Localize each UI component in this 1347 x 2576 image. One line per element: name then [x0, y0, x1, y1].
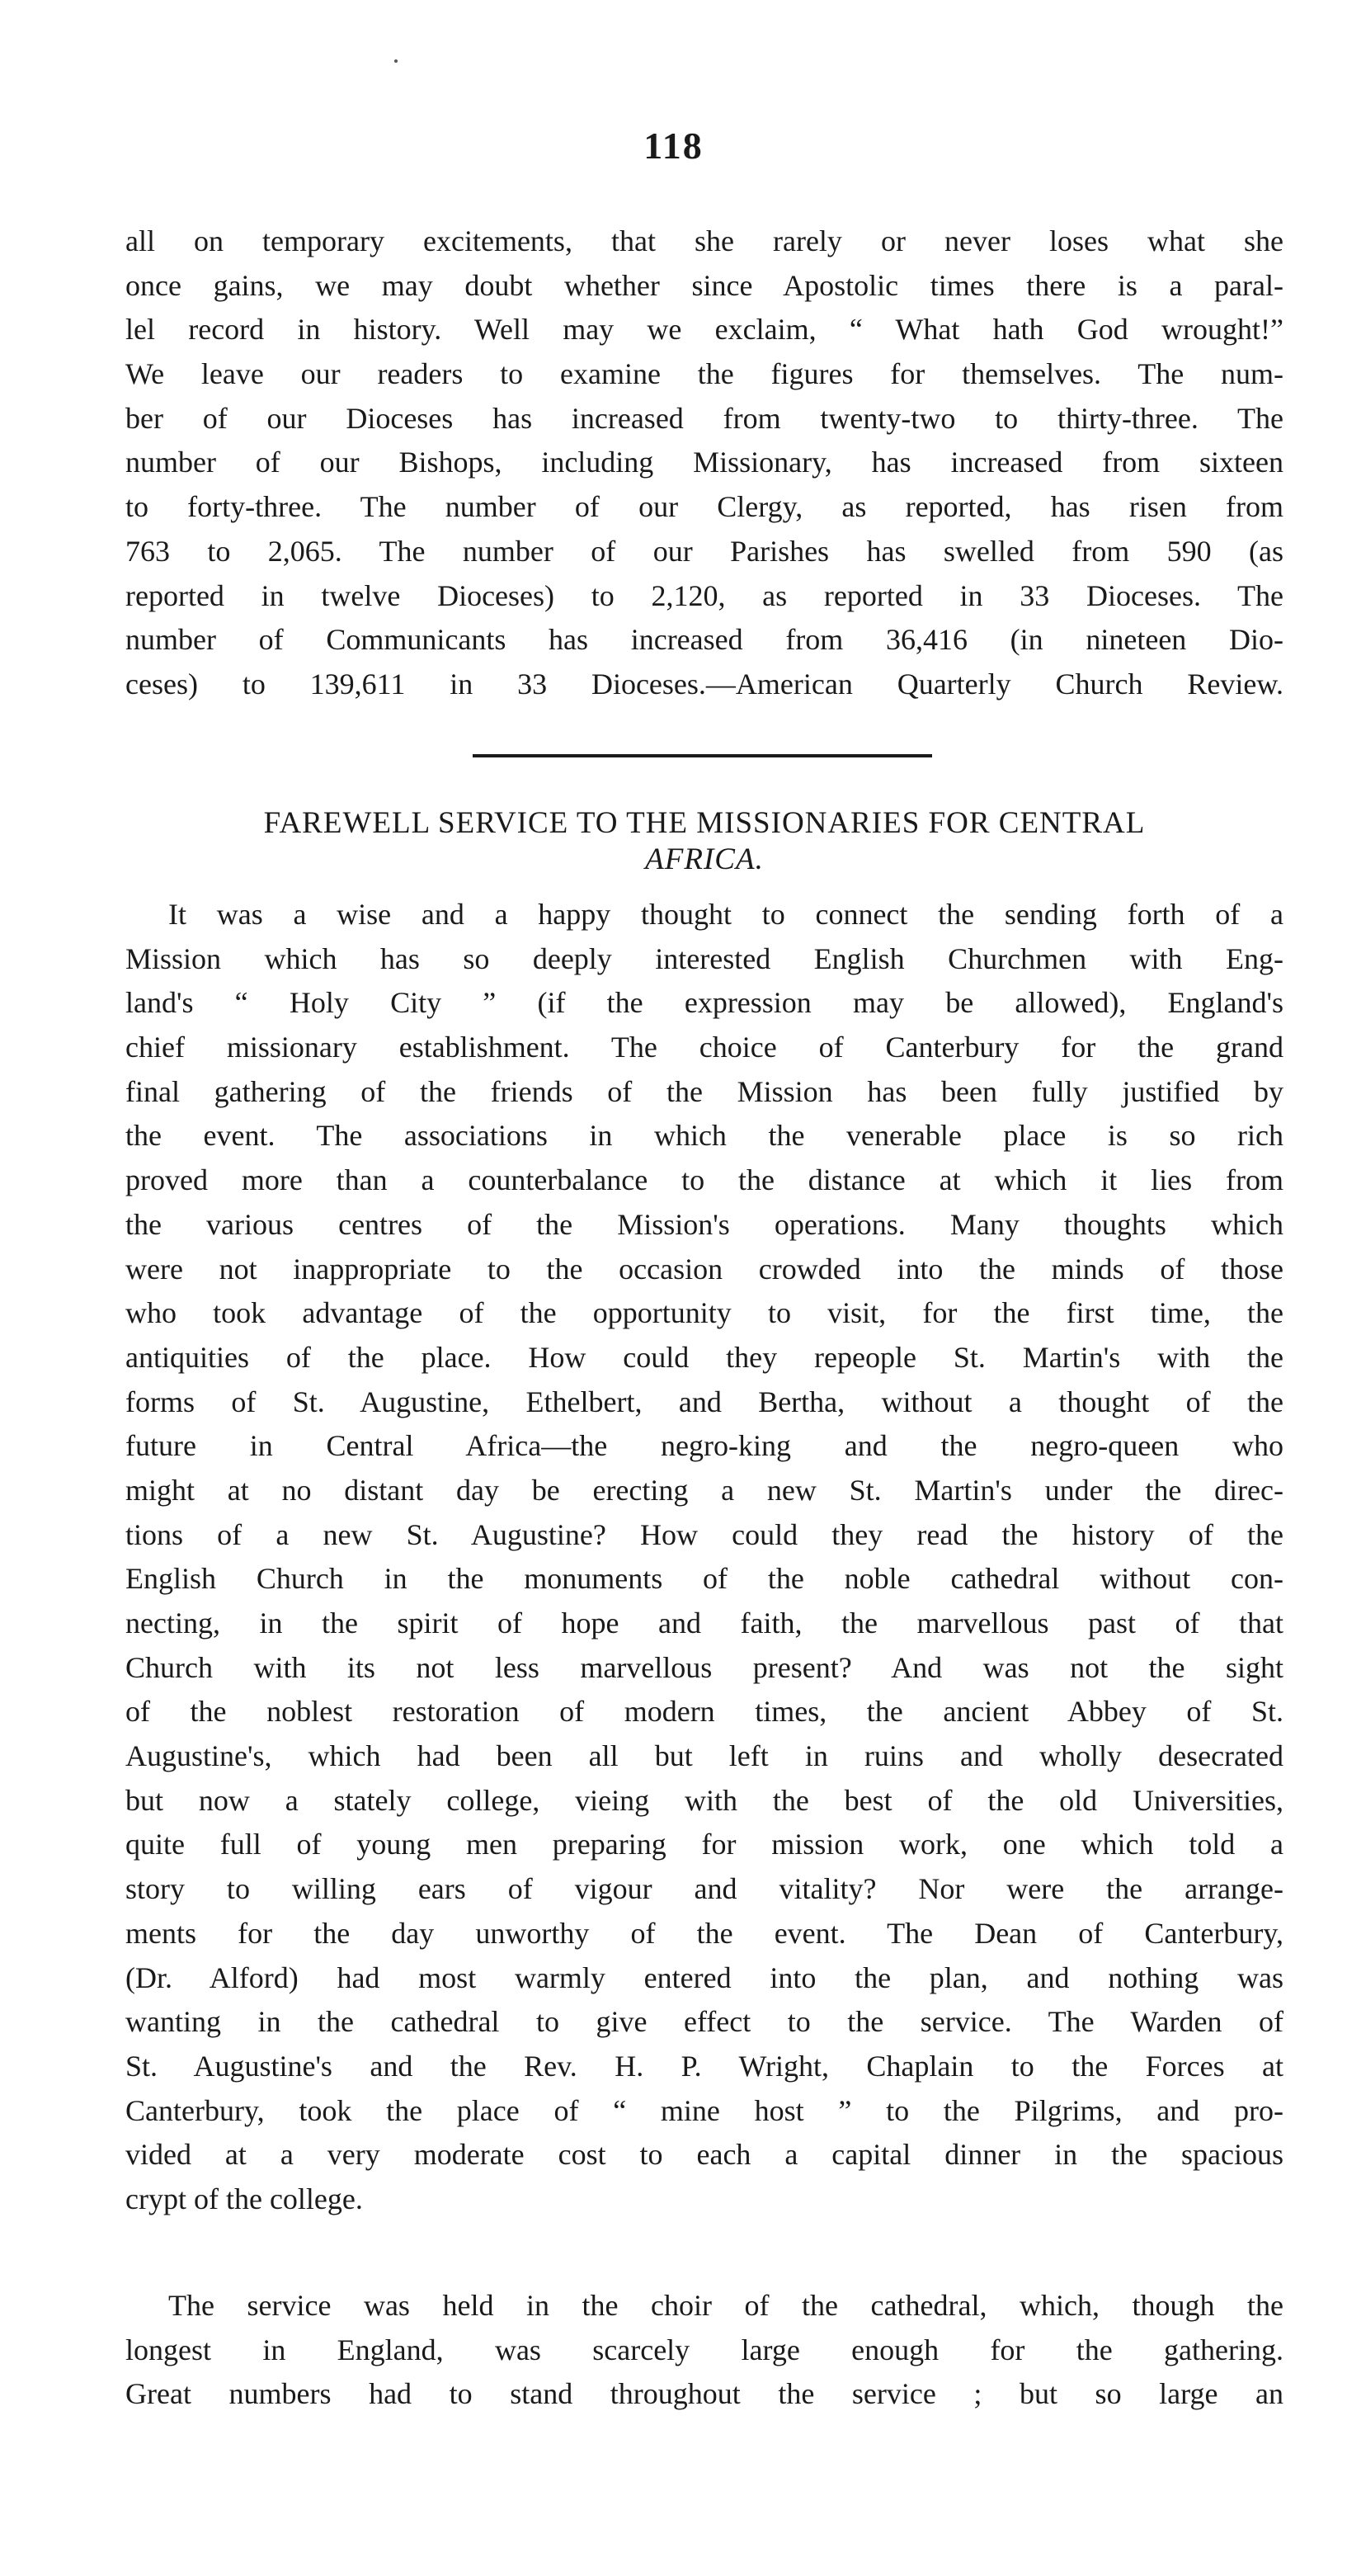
text-line: wanting in the cathedral to give effect to the service. The Warden of [125, 2005, 1283, 2039]
heading-line: AFRICA. [645, 842, 764, 876]
text-line: necting, in the spirit of hope and faith, the marvellous past of that [125, 1606, 1283, 1639]
text-line: proved more than a counterbalance to the distance at which it lies from [125, 1163, 1283, 1197]
continued-paragraph [125, 219, 1283, 707]
text-line: Great numbers had to stand throughout the service ; but so large an [125, 2377, 1283, 2411]
text-line: The service was held in the choir of the cathedral, which, though the [168, 2289, 1283, 2322]
article-paragraph [125, 893, 1283, 2222]
text-line: number of our Bishops, including Missionary, has increased from sixteen [125, 446, 1283, 479]
text-line: tions of a new St. Augustine? How could they read the history of the [125, 1517, 1283, 1551]
text-line: It was a wise and a happy thought to connect the sending forth of a [168, 898, 1283, 931]
text-line: Church with its not less marvellous present? And was not the sight [125, 1650, 1283, 1684]
text-line: reported in twelve Dioceses) to 2,120, as reported in 33 Dioceses. The [125, 578, 1283, 612]
text-line: forms of St. Augustine, Ethelbert, and Bertha, without a thought of the [125, 1385, 1283, 1418]
text-line: lel record in history. Well may we exclaim, “ What hath God wrought!” [125, 313, 1283, 347]
text-line: of the noblest restoration of modern times, the ancient Abbey of St. [125, 1695, 1283, 1729]
text-line: Augustine's, which had been all but left in ruins and wholly desecrated [125, 1739, 1283, 1773]
text-line: Canterbury, took the place of “ mine host ” to the Pilgrims, and pro- [125, 2093, 1283, 2127]
text-line: but now a stately college, vieing with the best of the old Universities, [125, 1783, 1283, 1817]
text-line: We leave our readers to examine the figures for themselves. The num- [125, 357, 1283, 391]
text-line: final gathering of the friends of the Mission has been fully justified by [125, 1074, 1283, 1108]
text-line: ber of our Dioceses has increased from twenty-two to thirty-three. The [125, 401, 1283, 435]
text-line: future in Central Africa—the negro-king and the negro-queen who [125, 1429, 1283, 1463]
text-line: antiquities of the place. How could they repeople St. Martin's with the [125, 1340, 1283, 1374]
text-line: St. Augustine's and the Rev. H. P. Wright, Chaplain to the Forces at [125, 2049, 1283, 2083]
text-line: story to willing ears of vigour and vitality? Nor were the arrange- [125, 1872, 1283, 1906]
text-line: (Dr. Alford) had most warmly entered into the plan, and nothing was [125, 1960, 1283, 1994]
text-line: all on temporary excitements, that she rarely or never loses what she [125, 224, 1283, 257]
text-line: Mission which has so deeply interested English Churchmen with Eng- [125, 941, 1283, 975]
page-number: 118 [643, 125, 704, 167]
text-line: ceses) to 139,611 in 33 Dioceses.—American Quarterly Church Review. [125, 667, 1283, 701]
text-line: land's “ Holy City ” (if the expression may be allowed), England's [125, 986, 1283, 1020]
text-line: chief missionary establishment. The choice of Canterbury for the grand [125, 1031, 1283, 1064]
article-heading [125, 805, 1283, 878]
text-line: once gains, we may doubt whether since Apostolic times there is a paral- [125, 268, 1283, 302]
text-line: crypt of the college. [125, 2182, 363, 2215]
text-line: quite full of young men preparing for mission work, one which told a [125, 1828, 1283, 1861]
text-line: longest in England, was scarcely large enough for the gathering. [125, 2333, 1283, 2366]
heading-line: FAREWELL SERVICE TO THE MISSIONARIES FOR CENTRAL [263, 806, 1146, 840]
text-line: were not inappropriate to the occasion crowded into the minds of those [125, 1252, 1283, 1286]
section-divider [473, 754, 932, 757]
text-line: ments for the day unworthy of the event. The Dean of Canterbury, [125, 1916, 1283, 1950]
ink-speck [394, 59, 398, 63]
text-line: vided at a very moderate cost to each a capital dinner in the spacious [125, 2138, 1283, 2172]
text-line: to forty-three. The number of our Clergy, as reported, has risen from [125, 490, 1283, 524]
text-line: who took advantage of the opportunity to visit, for the first time, the [125, 1296, 1283, 1330]
article-paragraph [125, 2284, 1283, 2417]
text-line: might at no distant day be erecting a new St. Martin's under the direc- [125, 1473, 1283, 1507]
text-line: number of Communicants has increased from 36,416 (in nineteen Dio- [125, 623, 1283, 657]
text-line: the various centres of the Mission's operations. Many thoughts which [125, 1207, 1283, 1241]
text-line: 763 to 2,065. The number of our Parishes has swelled from 590 (as [125, 534, 1283, 568]
text-line: English Church in the monuments of the noble cathedral without con- [125, 1562, 1283, 1596]
text-line: the event. The associations in which the venerable place is so rich [125, 1119, 1283, 1153]
